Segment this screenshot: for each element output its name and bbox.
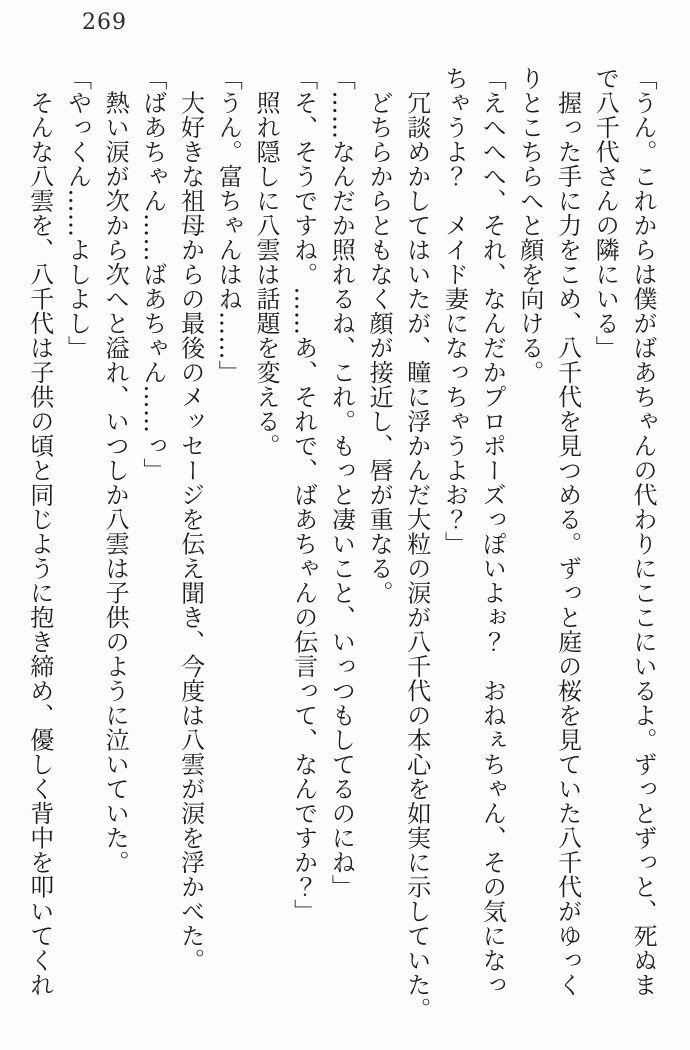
text-column: ちゃうよ？ メイド妻になっちゃうよお？」 [440,66,469,556]
text-column: 照れ隠しに八雲は話題を変える。 [251,66,280,458]
text-column: 「うん。これからは僕がばあちゃんの代わりにここにいるよ。ずっとずっと、死ぬま [629,66,657,997]
text-column: 「そ、そうですね。……あ、それで、ばあちゃんの伝言って、なんですか？」 [289,66,318,924]
text-column: 大好きな祖母からの最後のメッセージを伝え聞き、今度は八雲が涙を浮かべた。 [176,66,205,973]
text-column: 「やっくん……よしよし」 [63,66,92,360]
text-column: 「……なんだか照れるね、これ。もっと凄いこと、いっつもしてるのにね」 [327,66,356,899]
text-column: りとこちらへと顔を向ける。 [515,66,544,385]
text-column: そんな八雲を、八千代は子供の頃と同じように抱き締め、優しく背中を叩いてくれ [25,66,54,997]
text-column: 「えへへへ、それ、なんだかプロポーズっぽいよぉ？ おねぇちゃん、その気になっ [478,66,507,997]
text-column: 熱い涙が次から次へと溢れ、いつしか八雲は子供のように泣いていた。 [101,66,130,875]
text-column: 「ばあちゃん……ばあちゃん……っ」 [138,66,167,483]
text-column: どちらからともなく顔が接近し、唇が重なる。 [365,66,394,605]
text-column: 握った手に力をこめ、八千代を見つめる。ずっと庭の桜を見ていた八千代がゆっく [553,66,582,997]
vertical-text-block [20,66,661,1022]
page-number: 269 [82,10,127,35]
text-column: 「うん。富ちゃんはね……」 [214,66,243,385]
text-column: 冗談めかしてはいたが、瞳に浮かんだ大粒の涙が八千代の本心を如実に示していた。 [402,66,431,1022]
text-column: で八千代さんの隣にいる」 [591,66,620,360]
